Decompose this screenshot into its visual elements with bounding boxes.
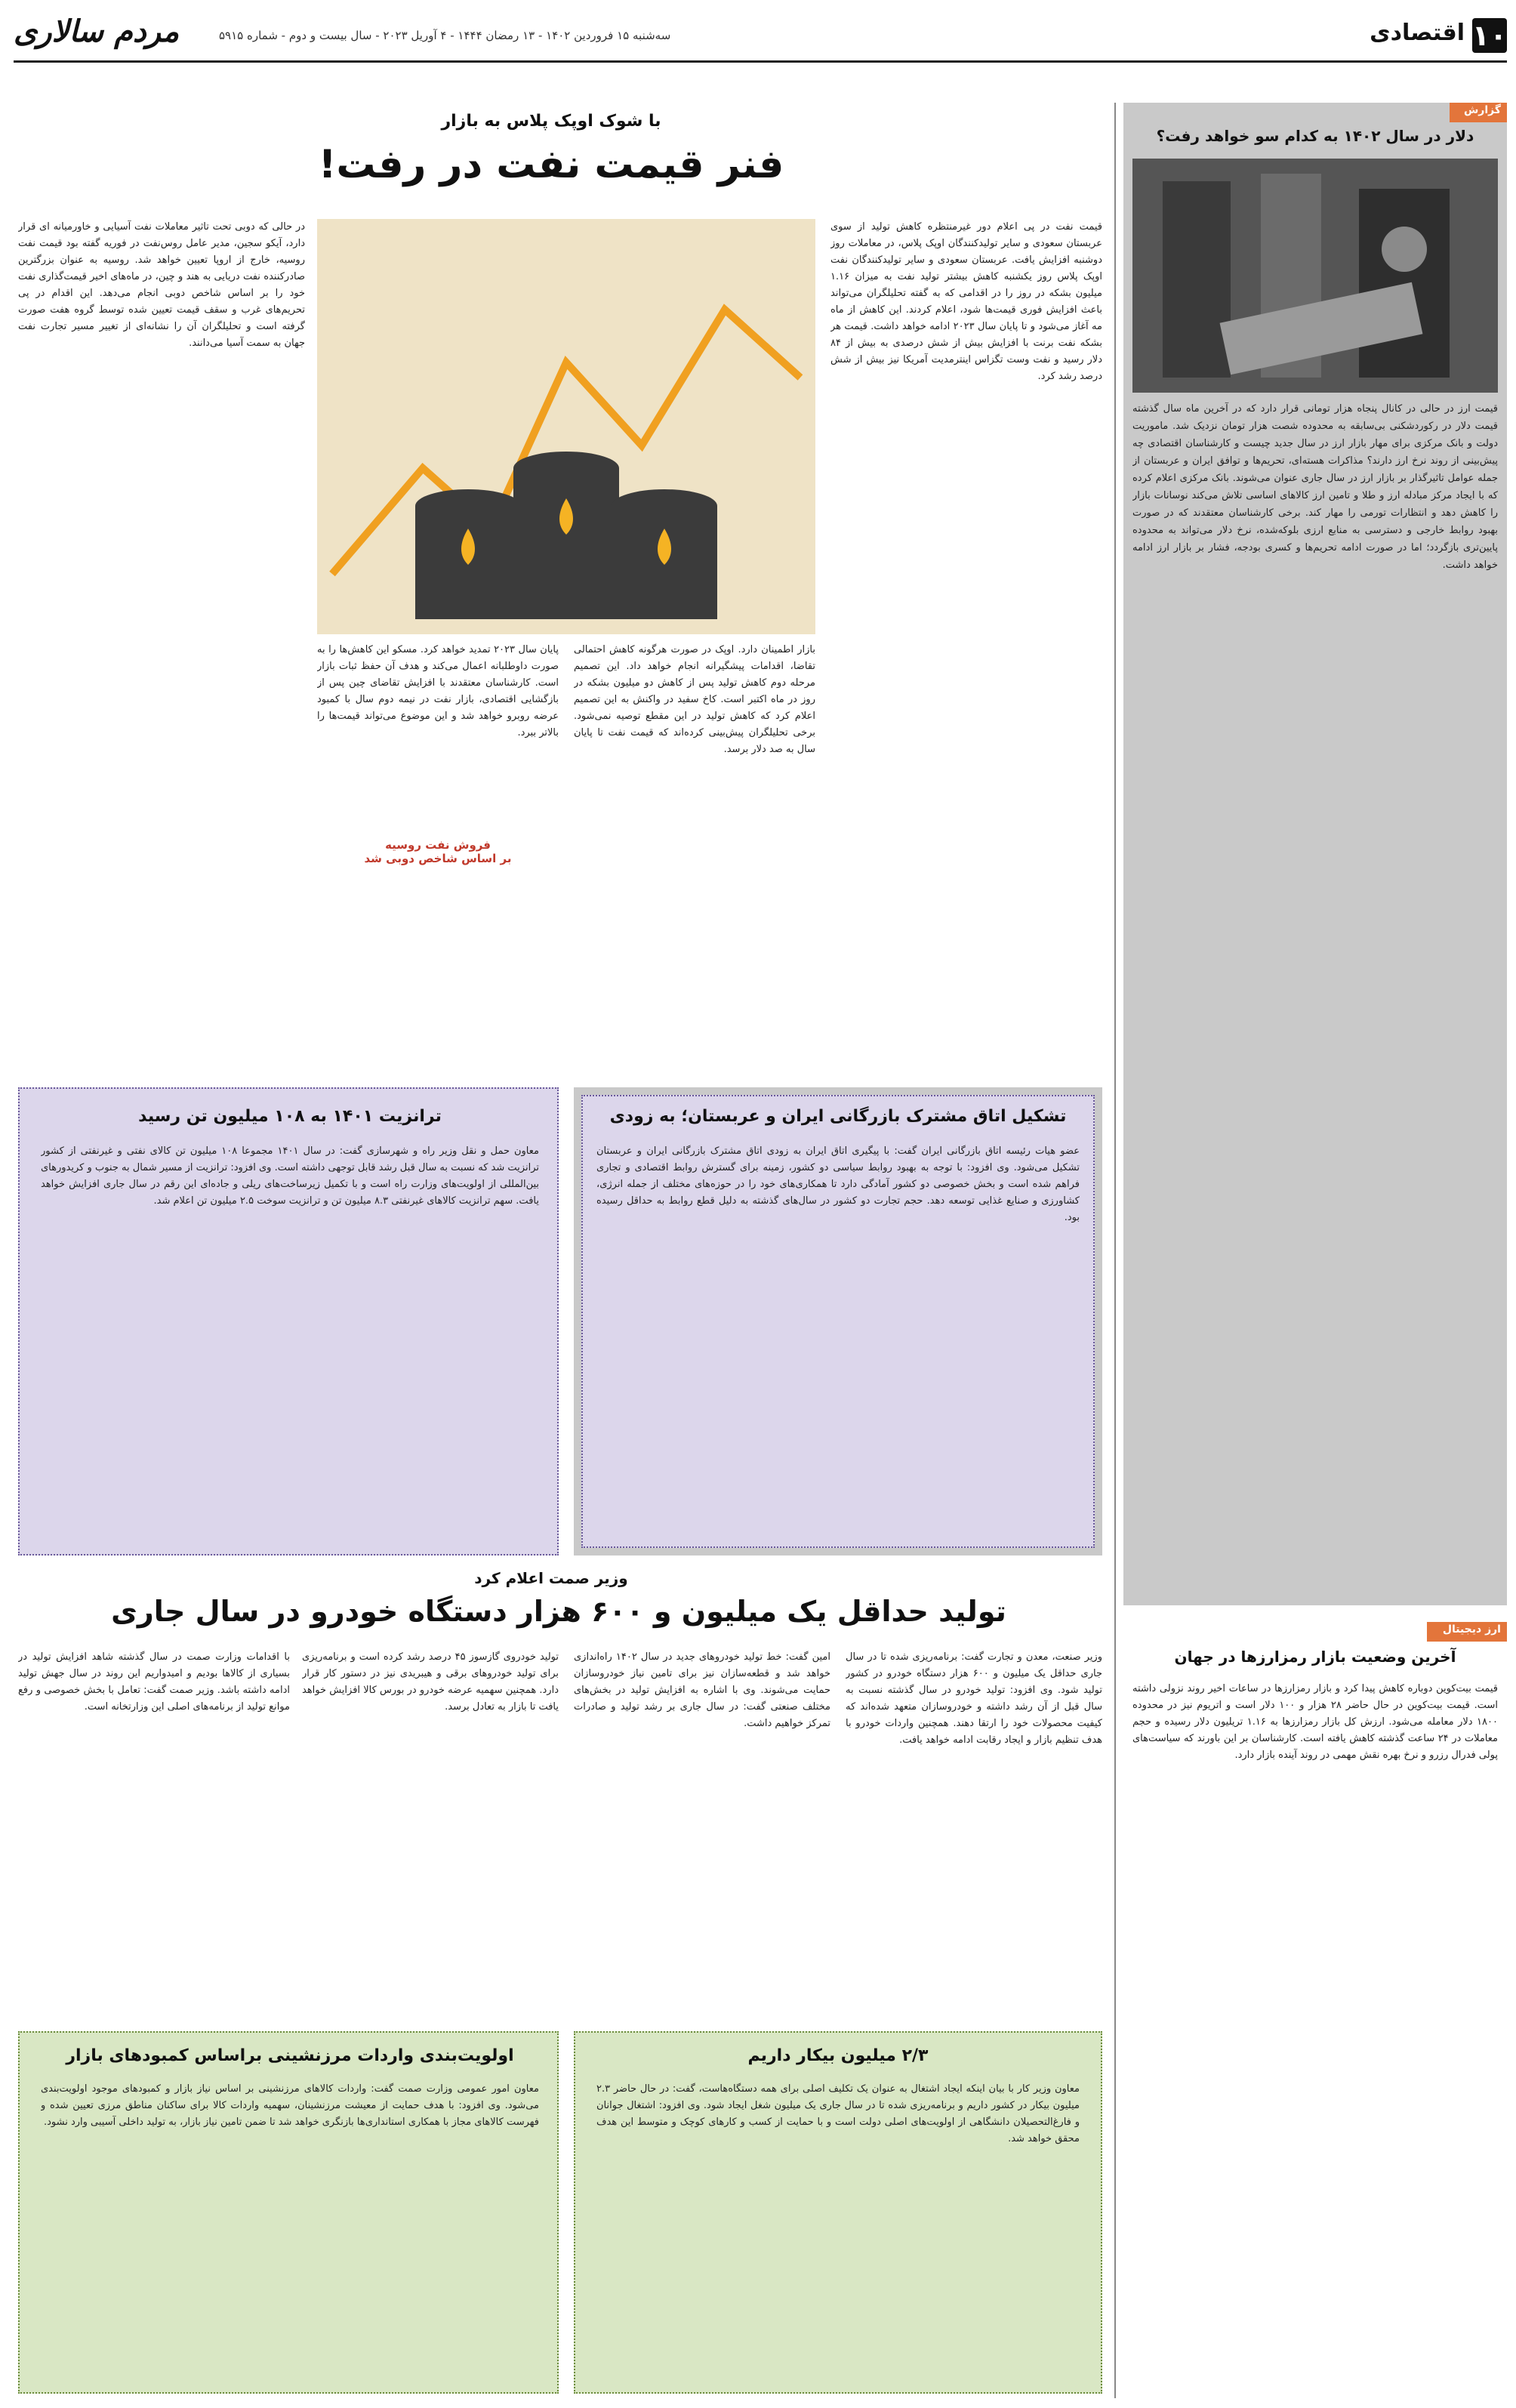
section-title: اقتصادی (1370, 20, 1465, 46)
border-title: اولویت‌بندی واردات مرزنشینی براساس کمبودهای بازار (66, 2046, 514, 2065)
oil-illustration (317, 219, 815, 634)
currency-exchange-photo (1132, 159, 1498, 393)
lead-col-d: پایان سال ۲۰۲۳ تمدید خواهد کرد. مسکو این کاهش‌ها را به صورت داوطلبانه اعمال می‌کند و هدف آن حفظ ثبات بازار است. کارشناسان معتقدند با افزایش تقاضای چین پس از بازگشایی اقتصادی، بازار نفت در نیمه دوم سال با کمبود عرضه روبرو خواهد شد و این موضوع می‌تواند قیمت‌ها را بالاتر ببرد. (317, 644, 559, 738)
auto-col-d: با اقدامات وزارت صمت در سال گذشته شاهد افزایش تولید در بسیاری از کالاها بودیم و امیدواریم این روند در سال جهش تولید ادامه داشته باشد. وزیر صمت گفت: تعامل با بخش خصوصی و رفع موانع تولید از برنامه‌های اصلی این وزارتخانه است. (18, 1651, 290, 1713)
oil-barrels-graphic (317, 219, 815, 634)
digital-title: آخرین وضعیت بازار رمزارزها در جهان (1174, 1648, 1456, 1666)
lead-subhead: فروش نفت روسیه بر اساس شاخص دوبی شد (364, 838, 512, 865)
auto-col-a: وزیر صنعت، معدن و تجارت گفت: برنامه‌ریزی شده تا در سال جاری حداقل یک میلیون و ۶۰۰ هزار دستگاه خودرو در کشور تولید شود. وی افزود: تولید خودرو در سال گذشته نسبت به سال قبل از آن رشد داشته و خودروسازان متعهد شده‌اند که کیفیت محصولات خود را ارتقا دهند. همچنین واردات خودرو با هدف تنظیم بازار و ایجاد رقابت ادامه خواهد یافت. (846, 1651, 1102, 1746)
dateline: سه‌شنبه ۱۵ فروردین ۱۴۰۲ - ۱۳ رمضان ۱۴۴۴ - ۴ آوریل ۲۰۲۳ - سال بیست و دوم - شماره ۵۹۱۵ (219, 29, 671, 42)
unemployed-body: معاون وزیر کار با بیان اینکه ایجاد اشتغال به عنوان یک تکلیف اصلی برای همه دستگاه‌هاست، گفت: در حال حاضر ۲.۳ میلیون بیکار در کشور داریم و برنامه‌ریزی شده تا در سال جاری یک میلیون شغل ایجاد شود. وی افزود: اشتغال جوانان و فارغ‌التحصیلان دانشگاهی از اولویت‌های اصلی دولت است و با حمایت از کسب و کارهای کوچک و متوسط این هدف محقق خواهد شد. (596, 2083, 1080, 2144)
digital-tag: ارز دیجیتال (1427, 1622, 1507, 1642)
transit-body: معاون حمل و نقل وزیر راه و شهرسازی گفت: در سال ۱۴۰۱ مجموعا ۱۰۸ میلیون تن کالای نفتی و غیرنفتی از کشور ترانزیت شد که نسبت به سال قبل رشد قابل توجهی داشته است. وی افزود: ترانزیت از مسیر شمال به جنوب و کریدورهای بین‌المللی از اولویت‌های وزارت راه است و با تکمیل زیرساخت‌های ریلی و جاده‌ای این رقم در سال جاری افزایش خواهد یافت. سهم ترانزیت کالاهای غیرنفتی ۸.۳ میلیون تن و ترانزیت سوخت ۲.۵ میلیون تن اعلام شد. (41, 1145, 539, 1207)
report-body: قیمت ارز در حالی در کانال پنجاه هزار تومانی قرار دارد که در آخرین ماه سال گذشته قیمت دلار در رکوردشکنی بی‌سابقه به محدوده شصت هزار تومان نزدیک شد. ماموریت دولت و بانک مرکزی برای مهار بازار ارز در سال جدید چیست و کارشناسان اقتصادی چه پیش‌بینی از روند نرخ ارز دارند؟ مذاکرات هسته‌ای، تحریم‌ها و توافق ایران و عربستان از جمله عوامل تاثیرگذار بر بازار ارز در سال جاری عنوان می‌شوند. بانک مرکزی اعلام کرده که با ایجاد مرکز مبادله ارز و طلا و تامین ارز کالاهای اساسی تلاش می‌کند نوسانات بازار را کاهش دهد و انتظارات تورمی را مهار کند. برخی کارشناسان معتقدند که در صورت بهبود روابط خارجی و دسترسی به منابع ارزی بلوکه‌شده، نرخ دلار می‌تواند به محدوده پایین‌تری بازگردد؛ اما در صورت ادامه تحریم‌ها و کسری بودجه، فشار بر بازار ارز ادامه خواهد داشت. (1132, 403, 1498, 571)
border-body: معاون امور عمومی وزارت صمت گفت: واردات کالاهای مرزنشینی بر اساس نیاز بازار و کمبودهای موجود اولویت‌بندی می‌شود. وی افزود: با هدف حمایت از معیشت مرزنشینان، سهمیه واردات کالا برای ساکنان مناطق مرزی تعیین شده و فهرست کالاهای مجاز با همکاری استانداری‌ها بازنگری خواهد شد تا ضمن تامین نیاز بازار، به تولید داخلی آسیبی وارد نشود. (41, 2083, 539, 2128)
report-photo (1132, 159, 1498, 393)
digital-body: قیمت بیت‌کوین دوباره کاهش پیدا کرد و بازار رمزارزها در ساعات اخیر روند نزولی داشته است. قیمت بیت‌کوین در حال حاضر ۲۸ هزار و ۱۰۰ دلار است و اتریوم نیز در محدوده ۱۸۰۰ دلار معامله می‌شود. ارزش کل بازار رمزارزها به ۱.۱۶ تریلیون دلار رسیده و حجم معاملات در ۲۴ ساعت گذشته کاهش یافته است. کارشناسان بر این باورند که سیاست‌های پولی فدرال رزرو و نرخ بهره نقش مهمی در روند آینده بازار دارد. (1132, 1683, 1498, 1761)
lead-col-b: در حالی که دوبی تحت تاثیر معاملات نفت آسیایی و خاورمیانه ای قرار دارد، آیکو سجین، مدیر عامل روس‌نفت در فوریه گفته بود قیمت نفت روسیه، خارج از اروپا تعیین خواهد شد. روسیه به عنوان بزرگترین صادرکننده نفت دریایی به هند و چین، در ماه‌های اخیر قیمت‌گذاری نفت خود را بر اساس شاخص دوبی انجام می‌دهد. این اقدام در پی تحریم‌های غرب و سقف قیمت تعیین شده توسط گروه هفت صورت گرفته است و تحلیلگران آن را نشانه‌ای از تغییر مسیر تجارت نفت جهان به سمت آسیا می‌دانند. (18, 221, 305, 349)
lead-col-c: بازار اطمینان دارد. اوپک در صورت هرگونه کاهش احتمالی تقاضا، اقدامات پیشگیرانه انجام خواهد داد. این تصمیم مرحله دوم کاهش تولید پس از کاهش دو میلیون بشکه در روز در ماه اکتبر است. کاخ سفید در واکنش به این تصمیم اعلام کرد که کاهش تولید در این مقطع توصیه نمی‌شود. برخی تحلیلگران پیش‌بینی کرده‌اند که قیمت نفت تا پایان سال به صد دلار برسد. (574, 644, 815, 755)
auto-headline: تولید حداقل یک میلیون و ۶۰۰ هزار دستگاه خودرو در سال جاری (111, 1595, 1006, 1628)
auto-col-b: امین گفت: خط تولید خودروهای جدید در سال ۱۴۰۲ راه‌اندازی خواهد شد و قطعه‌سازان نیز برای تامین نیاز خودروسازان حمایت می‌شوند. وی با اشاره به افزایش تولید در بخش‌های مختلف صنعتی گفت: در سال جاری بر رشد تولید و صادرات تمرکز خواهیم داشت. (574, 1651, 830, 1729)
auto-col-c: تولید خودروی گازسوز ۴۵ درصد رشد کرده است و برنامه‌ریزی برای تولید خودروهای برقی و هیبریدی نیز در دستور کار قرار دارد. همچنین سهمیه عرضه خودرو در بورس کالا افزایش خواهد یافت تا بازار به تعادل برسد. (302, 1651, 559, 1713)
report-title: دلار در سال ۱۴۰۲ به کدام سو خواهد رفت؟ (1156, 127, 1474, 145)
unemployed-title: ۲/۳ میلیون بیکار داریم (747, 2046, 929, 2065)
chamber-body: عضو هیات رئیسه اتاق بازرگانی ایران گفت: با پیگیری اتاق ایران به زودی اتاق مشترک بازرگانی ایران و عربستان تشکیل می‌شود. وی افزود: با توجه به بهبود روابط سیاسی دو کشور، زمینه برای گسترش روابط اقتصادی و تجاری فراهم شده است و بخش خصوصی دو کشور آمادگی دارد تا همکاری‌های خود را در حوزه‌های مختلف از جمله انرژی، کشاورزی و صنایع غذایی توسعه دهد. حجم تجارت دو کشور در سال‌های گذشته به دلیل قطع روابط به حداقل رسیده بود. (596, 1145, 1080, 1223)
right-column-divider (1114, 103, 1116, 2398)
transit-title: ترانزیت ۱۴۰۱ به ۱۰۸ میلیون تن رسید (138, 1107, 442, 1126)
report-tag: گزارش (1450, 103, 1507, 122)
page-number: ۱۰ (1471, 19, 1508, 52)
lead-headline: فنر قیمت نفت در رفت! (318, 142, 784, 187)
lead-col-d2 (317, 891, 559, 1072)
auto-kicker: وزیر صمت اعلام کرد (474, 1569, 628, 1587)
lead-kicker: با شوک اوپک پلاس به بازار (441, 112, 661, 131)
header-rule (14, 60, 1507, 63)
lead-col-a: قیمت نفت در پی اعلام دور غیرمنتظره کاهش تولید از سوی عربستان سعودی و سایر تولیدکنندگان اوپک پلاس، در معاملات روز دوشنبه افزایش یافت. عربستان سعودی و سایر تولیدکنندگان نفت اوپک پلاس روز یکشنبه کاهش بیشتر تولید نفت به میزان ۱.۱۶ میلیون بشکه در روز را در اقدامی که به گفته تحلیلگران می‌تواند باعث افزایش فوری قیمت‌ها شود، اعلام کردند. این کاهش از ماه مه آغاز می‌شود و تا پایان سال ۲۰۲۳ ادامه خواهد داشت. قیمت هر بشکه نفت برنت با افزایش بیش از شش درصدی به بیش از ۸۴ دلار رسید و نفت وست تگزاس اینترمدیت آمریکا نیز بیش از شش درصد رشد کرد. (830, 221, 1102, 382)
paper-name: مردم سالاری (14, 14, 180, 49)
chamber-title: تشکیل اتاق مشترک بازرگانی ایران و عربستان؛ به زودی (609, 1107, 1067, 1126)
